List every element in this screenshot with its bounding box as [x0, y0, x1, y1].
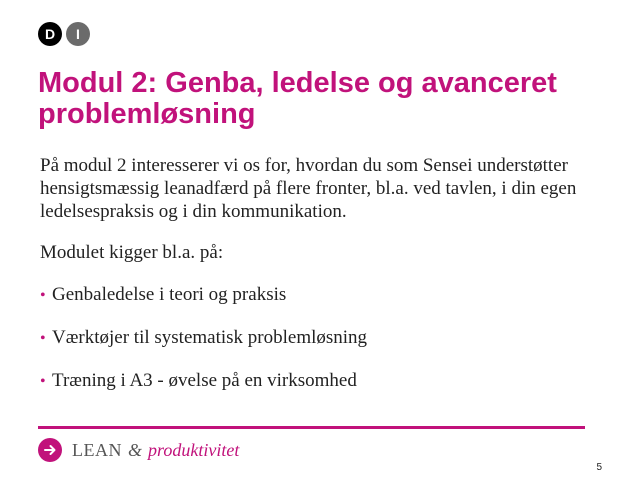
bullet-item: [40, 326, 620, 350]
lean-produktivitet-logo: [38, 438, 239, 462]
slide-body: [40, 154, 620, 393]
bullet-item: [40, 369, 620, 393]
bullet-list: [40, 283, 620, 393]
brand-produktivitet: produktivitet: [148, 439, 240, 460]
bullet-item: [40, 283, 620, 307]
bullet-dot-icon: •: [40, 330, 46, 347]
brand-ampersand: &: [128, 439, 143, 460]
bullet-text: Genbaledelse i teori og praksis: [52, 284, 287, 305]
brand-wordmark: [72, 440, 239, 461]
subheading: Modulet kigger bl.a. på:: [40, 242, 224, 263]
arrow-right-icon: [38, 438, 62, 462]
di-logo: [38, 22, 90, 46]
intro-paragraph: På modul 2 interesserer vi os for, hvordan du som Sensei understøtter hensigtsmæssig leanadfærd på flere fronter, bl.a. ved tavlen, i din egen ledelsespraksis og i din kommunikation.: [40, 155, 577, 222]
bullet-dot-icon: •: [40, 373, 46, 390]
page-number: 5: [596, 462, 602, 473]
brand-lean: LEAN: [72, 439, 122, 460]
logo-letter-d: D: [38, 22, 62, 46]
bullet-text: Træning i A3 - øvelse på en virksomhed: [52, 370, 357, 391]
bullet-dot-icon: •: [40, 287, 46, 304]
logo-letter-i: I: [66, 22, 90, 46]
slide-title: Modul 2: Genba, ledelse og avanceret problemløsning: [38, 67, 557, 130]
bullet-text: Værktøjer til systematisk problemløsning: [52, 327, 368, 348]
footer-divider: [38, 426, 585, 429]
